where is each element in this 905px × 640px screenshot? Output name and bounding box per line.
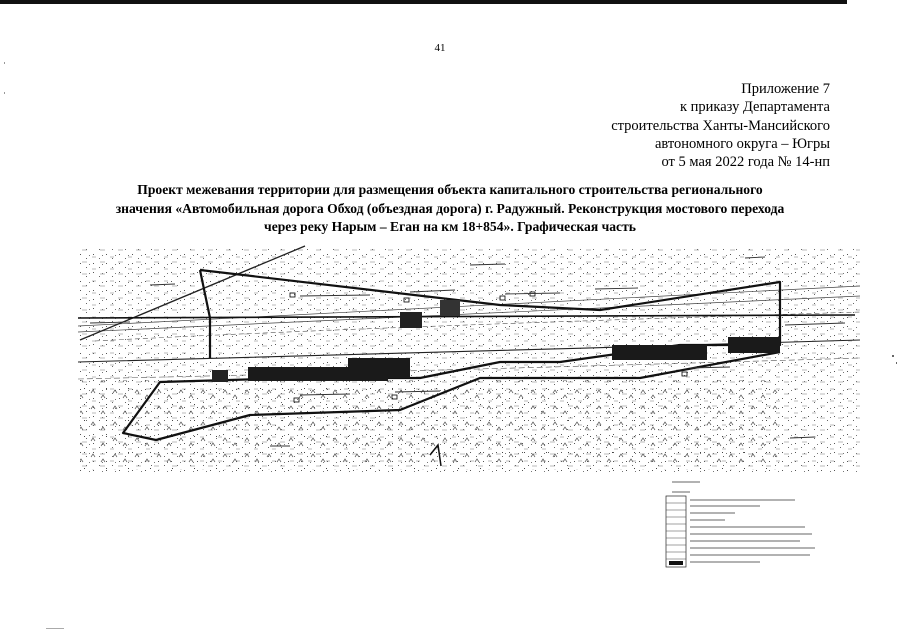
title-line-1: Проект межевания территории для размещения объекта капитального строительства регионального xyxy=(137,182,763,197)
legend-text-scribbles xyxy=(672,482,815,562)
legend-symbol-column xyxy=(666,496,686,567)
map-legend xyxy=(666,482,815,567)
appendix-department: строительства Ханты-Мансийского xyxy=(611,117,830,134)
appendix-region: автономного округа – Югры xyxy=(654,135,830,152)
appendix-date: от 5 мая 2022 года № 14-нп xyxy=(661,154,830,171)
fill-band-2 xyxy=(348,358,410,378)
map-vegetation xyxy=(80,380,780,470)
fill-patch-4 xyxy=(440,300,460,316)
fill-band-6 xyxy=(612,345,707,360)
title-line-2: значения «Автомобильная дорога Обход (объездная дорога) г. Радужный. Реконструкция мостового перехода xyxy=(115,200,785,216)
fill-patch-5 xyxy=(212,370,228,382)
title-line-3: через реку Нарым – Еган на км 18+854». Графическая часть xyxy=(264,219,636,235)
fill-band-7 xyxy=(728,337,780,353)
survey-map xyxy=(78,246,860,472)
page-number: 41 xyxy=(434,42,446,54)
appendix-number: Приложение 7 xyxy=(741,81,830,97)
fill-patch-3 xyxy=(400,312,422,328)
appendix-order: к приказу Департамента xyxy=(679,99,830,116)
legend-fill-swatch xyxy=(669,561,683,565)
